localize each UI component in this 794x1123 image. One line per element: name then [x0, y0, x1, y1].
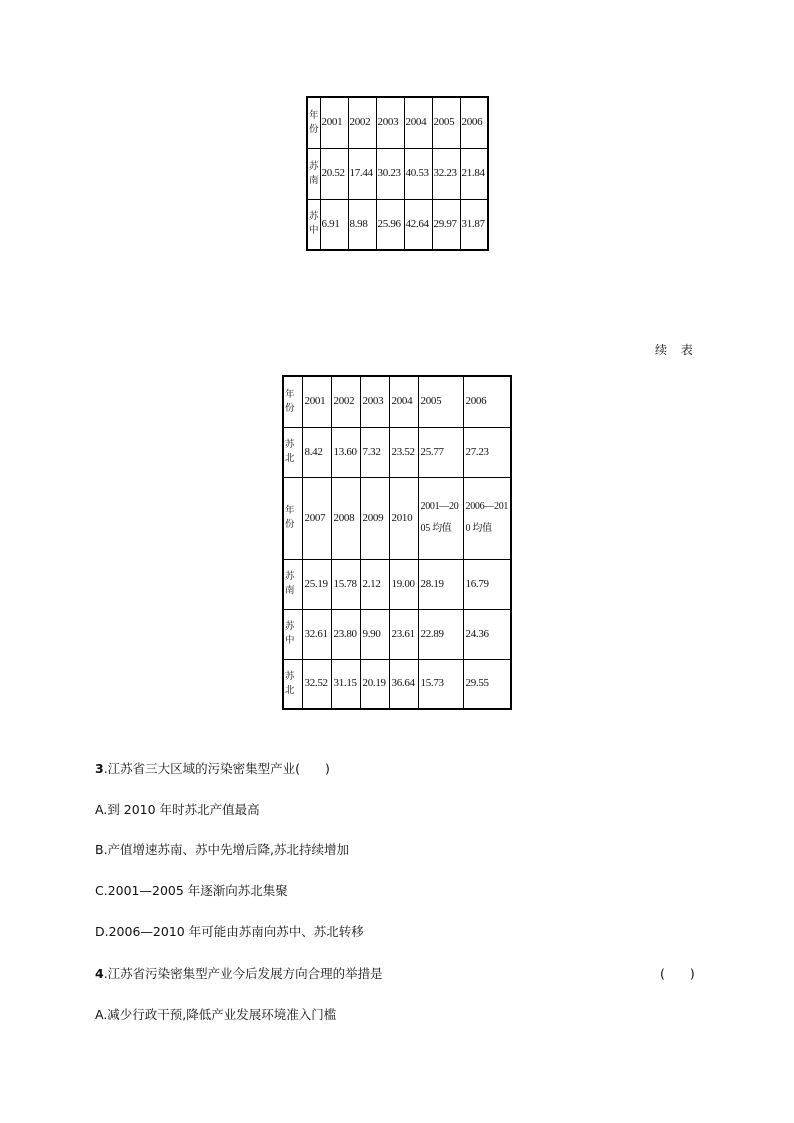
- value-cell: 16.79: [463, 559, 511, 609]
- row-header: 苏中: [307, 199, 320, 250]
- average-header-cell: 2006—2010 均值: [463, 477, 511, 559]
- question-number: 4: [95, 966, 104, 981]
- year-cell: 2004: [404, 97, 432, 148]
- question-3-option-d[interactable]: D.2006—2010 年可能由苏南向苏中、苏北转移: [95, 924, 364, 939]
- row-header: 苏北: [283, 659, 302, 709]
- value-cell: 22.89: [418, 609, 463, 659]
- answer-blank[interactable]: ( ): [660, 966, 695, 981]
- question-4-stem: [95, 964, 383, 982]
- value-cell: 2.12: [360, 559, 389, 609]
- row-header: 苏北: [283, 427, 302, 477]
- question-3-option-b[interactable]: B.产值增速苏南、苏中先增后降,苏北持续增加: [95, 842, 350, 857]
- value-cell: 23.61: [389, 609, 418, 659]
- table-row: [283, 376, 511, 427]
- value-cell: 17.44: [348, 148, 376, 199]
- value-cell: 20.19: [360, 659, 389, 709]
- value-cell: 30.23: [376, 148, 404, 199]
- value-cell: 8.42: [302, 427, 331, 477]
- value-cell: 32.52: [302, 659, 331, 709]
- year-cell: 2002: [331, 376, 360, 427]
- year-cell: 2007: [302, 477, 331, 559]
- question-3-option-c[interactable]: C.2001—2005 年逐渐向苏北集聚: [95, 883, 288, 898]
- table-row: [283, 659, 511, 709]
- year-cell: 2006: [463, 376, 511, 427]
- value-cell: 23.80: [331, 609, 360, 659]
- value-cell: 32.23: [432, 148, 460, 199]
- year-cell: 2001: [320, 97, 348, 148]
- year-cell: 2005: [418, 376, 463, 427]
- year-cell: 2002: [348, 97, 376, 148]
- value-cell: 25.19: [302, 559, 331, 609]
- year-cell: 2004: [389, 376, 418, 427]
- table-row: [283, 609, 511, 659]
- table-row: [283, 559, 511, 609]
- data-table-1: [306, 96, 489, 251]
- value-cell: 23.52: [389, 427, 418, 477]
- table-row: [283, 427, 511, 477]
- value-cell: 6.91: [320, 199, 348, 250]
- value-cell: 31.87: [460, 199, 488, 250]
- year-cell: 2010: [389, 477, 418, 559]
- year-cell: 2003: [376, 97, 404, 148]
- value-cell: 40.53: [404, 148, 432, 199]
- value-cell: 9.90: [360, 609, 389, 659]
- average-header-cell: 2001—2005 均值: [418, 477, 463, 559]
- year-cell: 2001: [302, 376, 331, 427]
- value-cell: 29.55: [463, 659, 511, 709]
- value-cell: 15.73: [418, 659, 463, 709]
- row-header: 苏南: [283, 559, 302, 609]
- year-cell: 2006: [460, 97, 488, 148]
- year-cell: 2009: [360, 477, 389, 559]
- row-header: 苏中: [283, 609, 302, 659]
- year-cell: 2005: [432, 97, 460, 148]
- value-cell: 32.61: [302, 609, 331, 659]
- value-cell: 15.78: [331, 559, 360, 609]
- row-header: 年份: [283, 477, 302, 559]
- question-number: 3: [95, 761, 104, 776]
- question-text: .江苏省污染密集型产业今后发展方向合理的举措是: [103, 966, 383, 981]
- value-cell: 28.19: [418, 559, 463, 609]
- year-cell: 2003: [360, 376, 389, 427]
- continued-table-label: 续 表: [655, 343, 693, 357]
- row-header: 年份: [283, 376, 302, 427]
- value-cell: 13.60: [331, 427, 360, 477]
- question-3-stem: [95, 759, 330, 777]
- value-cell: 8.98: [348, 199, 376, 250]
- value-cell: 42.64: [404, 199, 432, 250]
- value-cell: 19.00: [389, 559, 418, 609]
- value-cell: 24.36: [463, 609, 511, 659]
- row-header: 苏南: [307, 148, 320, 199]
- table-row: [307, 97, 488, 148]
- table-row: [283, 477, 511, 559]
- question-4-option-a[interactable]: A.减少行政干预,降低产业发展环境准入门槛: [95, 1007, 337, 1022]
- value-cell: 21.84: [460, 148, 488, 199]
- value-cell: 20.52: [320, 148, 348, 199]
- value-cell: 36.64: [389, 659, 418, 709]
- question-3-option-a[interactable]: A.到 2010 年时苏北产值最高: [95, 802, 260, 817]
- value-cell: 27.23: [463, 427, 511, 477]
- row-header: 年份: [307, 97, 320, 148]
- data-table-2: [282, 375, 512, 710]
- value-cell: 25.96: [376, 199, 404, 250]
- value-cell: 31.15: [331, 659, 360, 709]
- year-cell: 2008: [331, 477, 360, 559]
- value-cell: 25.77: [418, 427, 463, 477]
- value-cell: 7.32: [360, 427, 389, 477]
- table-row: [307, 148, 488, 199]
- value-cell: 29.97: [432, 199, 460, 250]
- table-row: [307, 199, 488, 250]
- question-text: .江苏省三大区域的污染密集型产业( ): [103, 761, 330, 776]
